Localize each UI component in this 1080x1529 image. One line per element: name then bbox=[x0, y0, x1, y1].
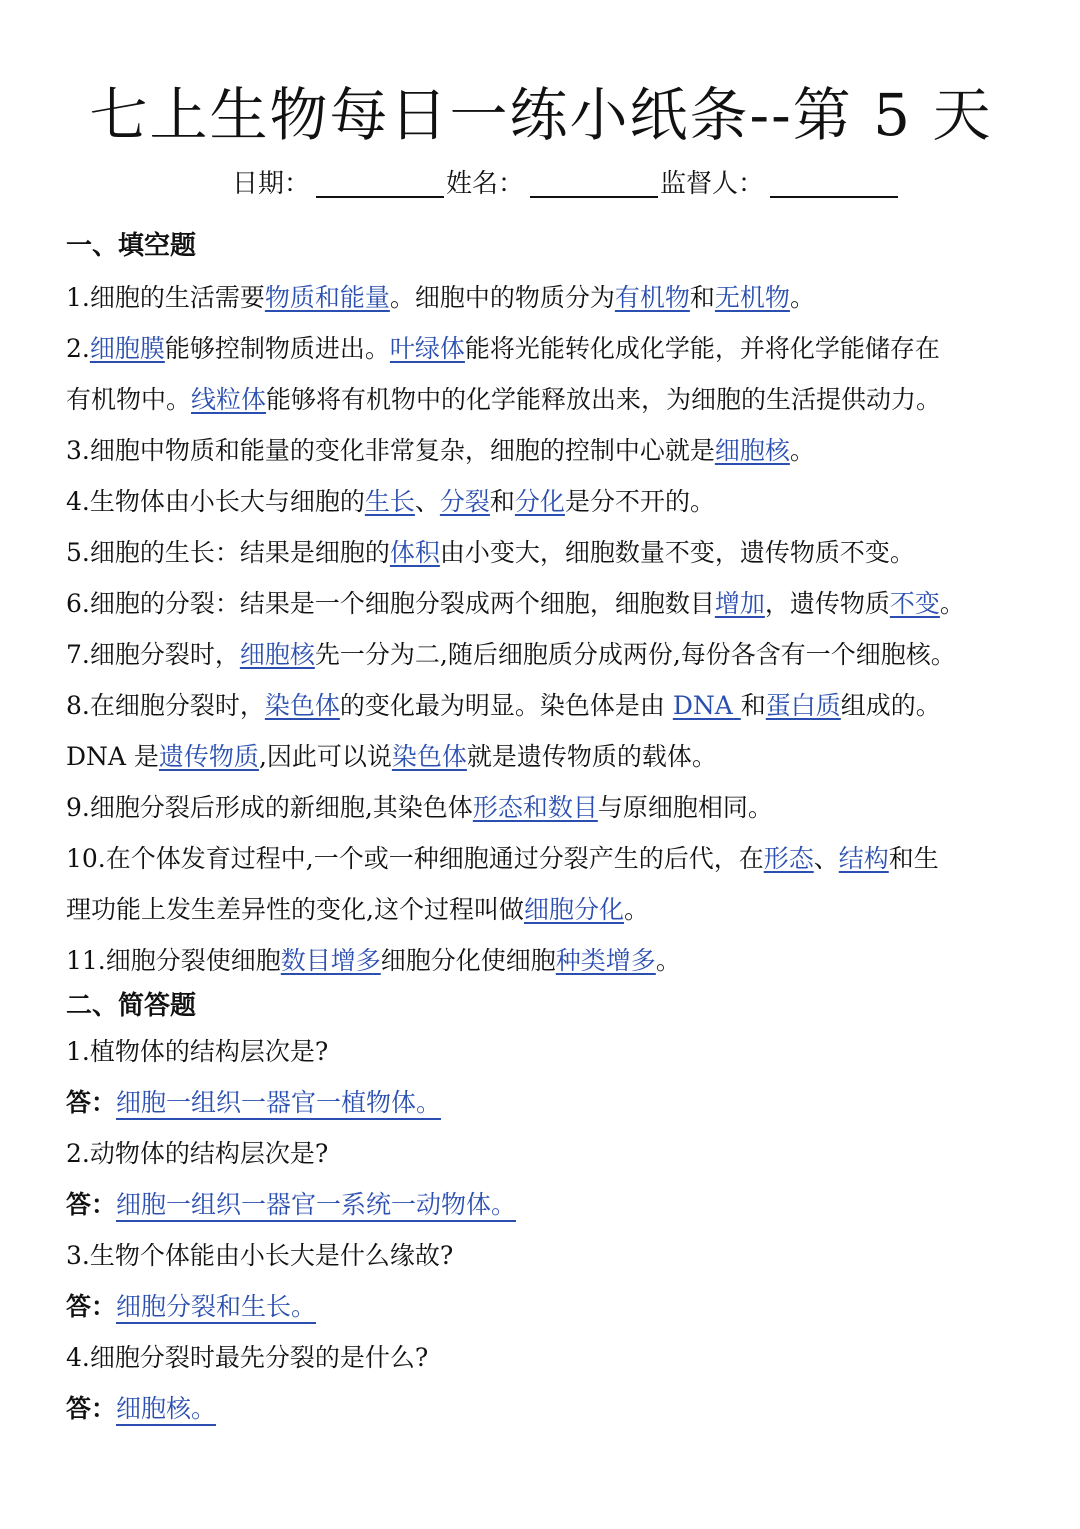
question-text: 。 bbox=[789, 436, 815, 465]
answer-text: 染色体 bbox=[391, 742, 467, 771]
question-line bbox=[66, 629, 1016, 680]
answer-line bbox=[66, 1281, 1016, 1332]
answer-text: 分裂 bbox=[439, 487, 490, 516]
question-text: 11.细胞分裂使细胞 bbox=[66, 946, 281, 975]
answer-text: 数目增多 bbox=[280, 946, 381, 975]
answer-text: 细胞核。 bbox=[116, 1394, 216, 1426]
question-line bbox=[66, 425, 1016, 476]
short-answer-questions bbox=[66, 1026, 1016, 1434]
answer-text: 种类增多 bbox=[555, 946, 656, 975]
question-text: 的变化最为明显。染色体是由 bbox=[339, 691, 673, 720]
question-line bbox=[66, 782, 1016, 833]
question-text: 组成的。 bbox=[840, 691, 941, 720]
answer-label: 答： bbox=[66, 1190, 117, 1219]
answer-text: 形态和数目 bbox=[472, 793, 598, 822]
question-line: 4.细胞分裂时最先分裂的是什么? bbox=[66, 1343, 429, 1372]
answer-text: 叶绿体 bbox=[389, 334, 465, 363]
question-line bbox=[66, 731, 1016, 782]
question-text: 能将光能转化成化学能，并将化学能储存在 bbox=[464, 334, 940, 363]
answer-text: 蛋白质 bbox=[765, 691, 841, 720]
answer-text: 结构 bbox=[838, 844, 889, 873]
answer-label: 答： bbox=[66, 1394, 117, 1423]
question-text: 是分不开的。 bbox=[564, 487, 715, 516]
answer-text: 分化 bbox=[514, 487, 565, 516]
name-blank bbox=[530, 168, 658, 198]
question-text: 6.细胞的分裂：结果是一个细胞分裂成两个细胞，细胞数目 bbox=[66, 589, 715, 618]
question-text: 8.在细胞分裂时， bbox=[66, 691, 265, 720]
answer-text: 细胞核 bbox=[239, 640, 315, 669]
question-text: 。 bbox=[939, 589, 965, 618]
answer-text: 细胞一组织一器官一植物体。 bbox=[116, 1088, 441, 1120]
question-text: 3.细胞中物质和能量的变化非常复杂，细胞的控制中心就是 bbox=[66, 436, 715, 465]
question-line bbox=[66, 527, 1016, 578]
question-line bbox=[66, 884, 1016, 935]
question-line bbox=[66, 476, 1016, 527]
question-line bbox=[66, 935, 1016, 986]
question-text: ,因此可以说 bbox=[258, 742, 392, 771]
question-text: 和 bbox=[689, 283, 715, 312]
question-text: 与原细胞相同。 bbox=[597, 793, 773, 822]
question-line bbox=[66, 374, 1016, 425]
section-short-answer-heading: 二、简答题 bbox=[66, 991, 197, 1021]
question-text: 能够将有机物中的化学能释放出来，为细胞的生活提供动力。 bbox=[266, 385, 942, 414]
answer-text: 不变 bbox=[889, 589, 940, 618]
answer-text: 无机物 bbox=[714, 283, 790, 312]
answer-text: 体积 bbox=[389, 538, 440, 567]
answer-text: 有机物 bbox=[614, 283, 690, 312]
answer-text: 细胞膜 bbox=[89, 334, 165, 363]
question-line bbox=[66, 578, 1016, 629]
question-text: 和生 bbox=[888, 844, 939, 873]
question-text: 和 bbox=[740, 691, 766, 720]
answer-text: 细胞一组织一器官一系统一动物体。 bbox=[116, 1190, 516, 1222]
question-text: ，遗传物质 bbox=[764, 589, 890, 618]
question-text: 、 bbox=[813, 844, 839, 873]
answer-line bbox=[66, 1077, 1016, 1128]
question-text: 细胞分化使细胞 bbox=[380, 946, 556, 975]
question-text: 。 bbox=[623, 895, 649, 924]
answer-text: DNA bbox=[672, 691, 741, 720]
question-text: 10.在个体发育过程中,一个或一种细胞通过分裂产生的后代，在 bbox=[66, 844, 764, 873]
answer-text: 细胞分化 bbox=[523, 895, 624, 924]
question-text: 先一分为二,随后细胞质分成两份,每份各含有一个细胞核。 bbox=[314, 640, 956, 669]
answer-text: 形态 bbox=[763, 844, 814, 873]
date-label: 日期： bbox=[231, 169, 310, 199]
answer-text: 细胞核 bbox=[714, 436, 790, 465]
answer-text: 生长 bbox=[364, 487, 415, 516]
answer-text: 遗传物质 bbox=[158, 742, 259, 771]
question-text: 7.细胞分裂时， bbox=[66, 640, 240, 669]
question-text: 和 bbox=[489, 487, 515, 516]
fill-blank-questions bbox=[66, 272, 1016, 986]
question-text: 。 bbox=[789, 283, 815, 312]
question-text: 2. bbox=[66, 334, 90, 363]
answer-text: 染色体 bbox=[264, 691, 340, 720]
question-line: 3.生物个体能由小长大是什么缘故? bbox=[66, 1241, 454, 1270]
answer-line bbox=[66, 1383, 1016, 1434]
answer-label: 答： bbox=[66, 1088, 117, 1117]
question-text: 能够控制物质进出。 bbox=[164, 334, 390, 363]
question-text: 理功能上发生差异性的变化,这个过程叫做 bbox=[66, 895, 524, 924]
question-text: 5.细胞的生长：结果是细胞的 bbox=[66, 538, 390, 567]
question-text: 9.细胞分裂后形成的新细胞,其染色体 bbox=[66, 793, 473, 822]
answer-line bbox=[66, 1179, 1016, 1230]
question-text: 4.生物体由小长大与细胞的 bbox=[66, 487, 365, 516]
supervisor-label: 监督人： bbox=[660, 169, 765, 199]
question-text: 就是遗传物质的载体。 bbox=[466, 742, 717, 771]
question-line bbox=[66, 272, 1016, 323]
question-text: 有机物中。 bbox=[66, 385, 192, 414]
header-fields bbox=[66, 164, 1016, 204]
question-line: 2.动物体的结构层次是? bbox=[66, 1139, 329, 1168]
section-fill-blank-heading: 一、填空题 bbox=[66, 231, 197, 261]
page-title: 七上生物每日一练小纸条--第 5 天 bbox=[89, 81, 993, 149]
answer-text: 细胞分裂和生长。 bbox=[116, 1292, 316, 1324]
answer-text: 增加 bbox=[714, 589, 765, 618]
date-blank bbox=[316, 168, 444, 198]
question-line bbox=[66, 323, 1016, 374]
question-text: 。细胞中的物质分为 bbox=[389, 283, 615, 312]
question-line: 1.植物体的结构层次是? bbox=[66, 1037, 329, 1066]
question-text: 。 bbox=[655, 946, 681, 975]
question-text: 1.细胞的生活需要 bbox=[66, 283, 265, 312]
question-text: 、 bbox=[414, 487, 440, 516]
name-label: 姓名： bbox=[445, 169, 524, 199]
answer-text: 线粒体 bbox=[191, 385, 267, 414]
answer-text: 物质和能量 bbox=[264, 283, 390, 312]
supervisor-blank bbox=[770, 168, 898, 198]
question-text: 由小变大，细胞数量不变，遗传物质不变。 bbox=[439, 538, 915, 567]
answer-label: 答： bbox=[66, 1292, 117, 1321]
question-line bbox=[66, 833, 1016, 884]
question-line bbox=[66, 680, 1016, 731]
question-text: DNA 是 bbox=[66, 742, 159, 771]
